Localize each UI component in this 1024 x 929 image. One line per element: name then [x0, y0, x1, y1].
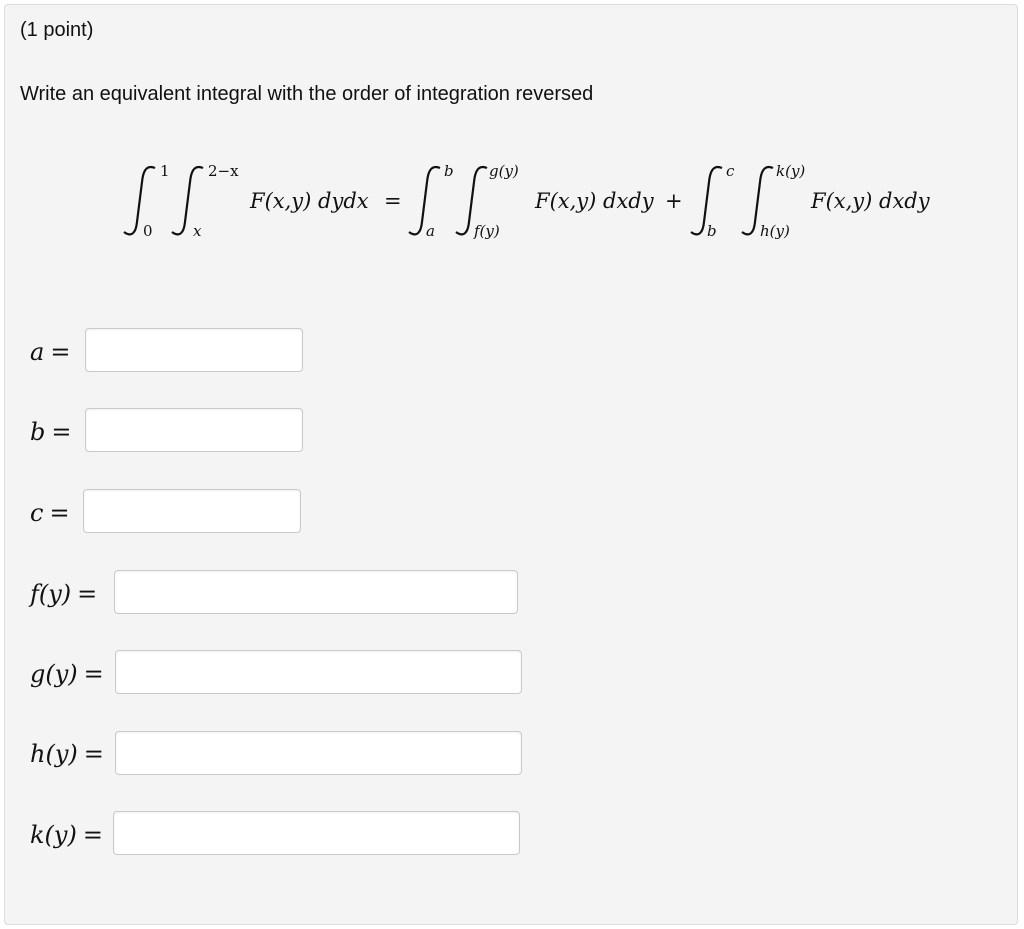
field-label-c — [30, 499, 70, 527]
right2-inner-lower: h(y) — [760, 222, 790, 240]
field-label-g — [30, 660, 104, 688]
field-var-a: a — [30, 338, 45, 366]
equals-g: = — [83, 660, 104, 688]
left-inner-upper: 2−x — [208, 162, 239, 180]
answer-input-g[interactable] — [115, 650, 522, 694]
equals-k: = — [82, 821, 103, 849]
answer-input-f[interactable] — [114, 570, 518, 614]
right1-outer-lower: a — [426, 222, 435, 240]
equals-h: = — [83, 740, 104, 768]
field-var-g: g(y) — [30, 660, 78, 688]
equals-c: = — [49, 499, 70, 527]
equals-f: = — [77, 580, 98, 608]
left-inner-lower: x — [193, 222, 202, 240]
equals-b: = — [51, 418, 72, 446]
problem-panel — [4, 4, 1018, 925]
answer-input-b[interactable] — [85, 408, 303, 452]
integral-sign-3 — [409, 167, 440, 234]
integral-equation — [0, 150, 1024, 260]
answer-input-k[interactable] — [113, 811, 520, 855]
right1-inner-lower: f(y) — [474, 222, 500, 240]
question-text: Write an equivalent integral with the order of integration reversed — [20, 83, 594, 105]
right2-outer-upper: c — [726, 162, 735, 180]
left-outer-upper: 1 — [160, 162, 170, 180]
equals-sign: = — [384, 189, 402, 213]
answer-input-c[interactable] — [83, 489, 301, 533]
field-var-b: b — [30, 418, 46, 446]
field-label-a — [30, 338, 70, 366]
right2-inner-upper: k(y) — [776, 162, 806, 180]
field-var-h: h(y) — [30, 740, 78, 768]
right1-outer-upper: b — [444, 162, 454, 180]
left-integrand: F(x,y) dydx — [250, 189, 369, 213]
field-label-f — [30, 580, 97, 608]
field-var-f: f(y) — [30, 580, 72, 608]
right1-integrand: F(x,y) dxdy — [535, 189, 654, 213]
right2-integrand: F(x,y) dxdy — [811, 189, 930, 213]
equals-a: = — [50, 338, 71, 366]
answer-input-a[interactable] — [85, 328, 303, 372]
right1-inner-upper: g(y) — [489, 162, 519, 180]
field-var-k: k(y) — [30, 821, 77, 849]
points-label: (1 point) — [20, 19, 94, 41]
field-label-k — [30, 821, 103, 849]
field-label-b — [30, 418, 71, 446]
answer-input-h[interactable] — [115, 731, 522, 775]
right2-outer-lower: b — [707, 222, 717, 240]
left-outer-lower: 0 — [143, 222, 153, 240]
field-label-h — [30, 740, 104, 768]
field-var-c: c — [30, 499, 44, 527]
plus-sign: + — [665, 189, 683, 213]
